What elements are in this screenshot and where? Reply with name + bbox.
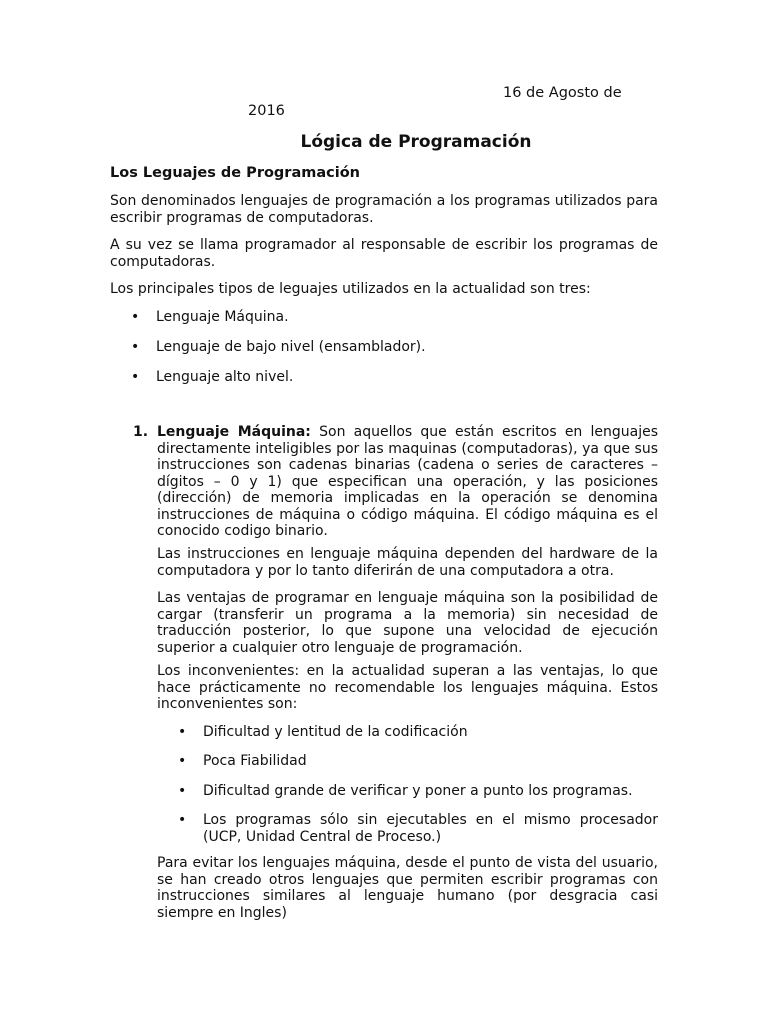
list-item-text: Dificultad grande de verificar y poner a punto los programas. xyxy=(203,783,633,799)
bullet-icon: • xyxy=(131,369,140,385)
section-heading: Los Leguajes de Programación xyxy=(110,165,360,181)
bullet-icon: • xyxy=(178,783,187,799)
numbered-item-body xyxy=(157,424,658,540)
list-item-text: Lenguaje Máquina. xyxy=(156,309,289,325)
date-line-1: 16 de Agosto de xyxy=(503,85,622,101)
intro-paragraph-1: Son denominados lenguajes de programación a los programas utilizados para escribir programas de computadoras. xyxy=(110,193,658,226)
section-paragraph-4: Los inconvenientes: en la actualidad superan a las ventajas, lo que hace prácticamente no recomendable los lenguajes máquina. Estos inconvenientes son: xyxy=(157,663,658,712)
section-paragraph-5: Para evitar los lenguajes máquina, desde el punto de vista del usuario, se han creado otros lenguajes que permiten escribir programas con instrucciones similares al lenguaje humano (por desgracia casi siempre en Ingles) xyxy=(157,855,658,921)
section-paragraph-3: Las ventajas de programar en lenguaje máquina son la posibilidad de cargar (transferir un programa a la memoria) sin necesidad de traducción posterior, lo que supone una velocidad de ejecución superior a cualquier otro lenguaje de programación. xyxy=(157,590,658,656)
intro-paragraph-3: Los principales tipos de leguajes utilizados en la actualidad son tres: xyxy=(110,281,591,297)
document-title xyxy=(0,132,768,152)
intro-paragraph-2: A su vez se llama programador al responsable de escribir los programas de computadoras. xyxy=(110,237,658,270)
section-paragraph-2: Las instrucciones en lenguaje máquina dependen del hardware de la computadora y por lo tanto diferirán de una computadora a otra. xyxy=(157,546,658,579)
list-item-text: Lenguaje alto nivel. xyxy=(156,369,294,385)
list-item-text: Dificultad y lentitud de la codificación xyxy=(203,724,468,740)
bullet-icon: • xyxy=(131,339,140,355)
bullet-icon: • xyxy=(178,753,187,769)
bullet-icon: • xyxy=(178,724,187,740)
item-number: 1. xyxy=(133,424,149,440)
list-item-text: Lenguaje de bajo nivel (ensamblador). xyxy=(156,339,426,355)
bullet-icon: • xyxy=(178,812,187,828)
item-text: Son aquellos que están escritos en lenguajes directamente inteligibles por las maquinas (computadoras), ya que sus instrucciones son cadenas binarias (cadena o series de caracteres – dígitos – 0 y 1) que especifican una operación, y las posiciones (dirección) de memoria implicadas en la operación se denomina instrucciones de máquina o código máquina. El código máquina es el conocido codigo binario. xyxy=(157,424,659,539)
list-item-text: Poca Fiabilidad xyxy=(203,753,307,769)
list-item-text: Los programas sólo sin ejecutables en el mismo procesador (UCP, Unidad Central de Proceso.) xyxy=(203,812,658,845)
bullet-icon: • xyxy=(131,309,140,325)
item-lead: Lenguaje Máquina: xyxy=(157,424,311,440)
date-line-2: 2016 xyxy=(248,103,285,119)
document-title-text: Lógica de Programación xyxy=(300,132,532,152)
